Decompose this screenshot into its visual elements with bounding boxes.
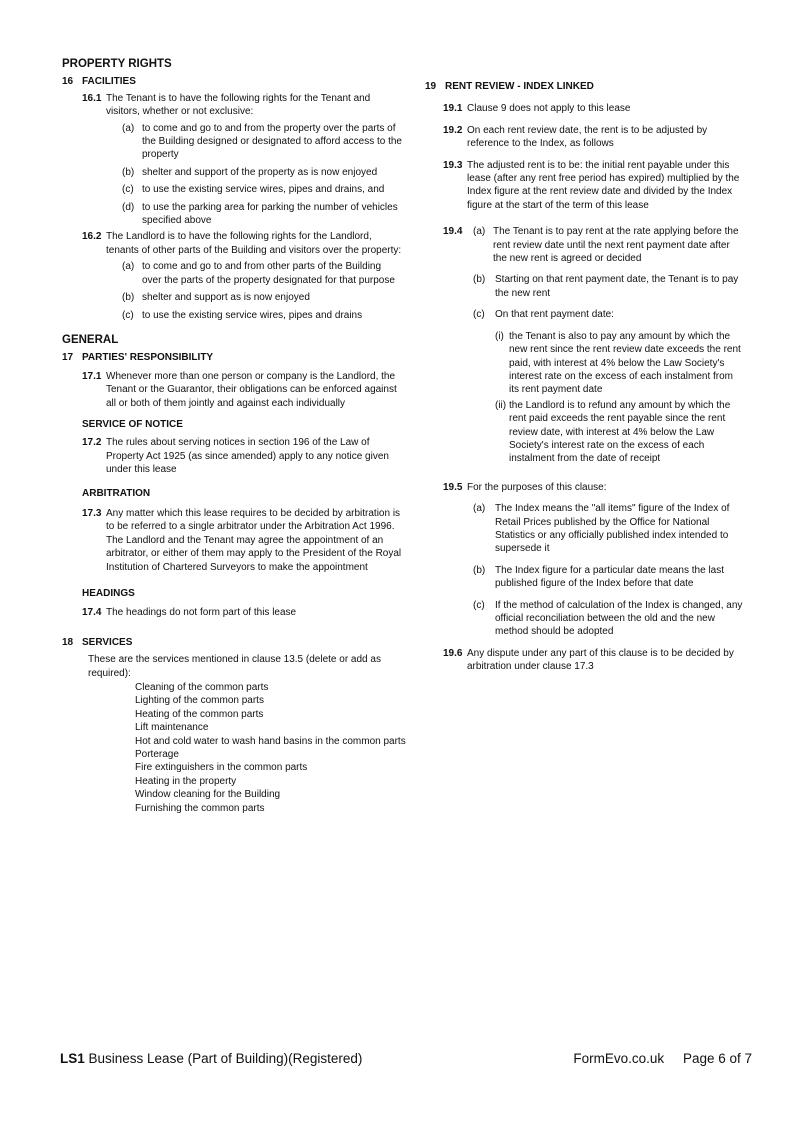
section-number: 19 [425,81,437,92]
form-title: Business Lease (Part of Building)(Registered) [84,1051,363,1066]
list-item [425,502,745,556]
section-17-heading [62,351,402,364]
heading-property-rights: PROPERTY RIGHTS [62,58,172,70]
item-label: (b) [473,564,486,576]
section-title: SERVICES [82,636,133,648]
page-number: Page 6 of 7 [682,1051,752,1066]
page-footer [60,1052,752,1072]
section-number: 17 [62,352,74,364]
list-item [62,122,402,162]
item-text: The Index means the "all items" figure of the Index of Retail Prices published by the Office for National Statistics or any officially published index intended to supersede it [495,503,730,555]
clause-number: 17.3 [82,507,102,519]
list-item [425,599,745,639]
clause-19-5 [425,481,745,494]
left-column [62,58,406,815]
list-item [62,183,402,196]
item-text: to use the existing service wires, pipes and drains [142,309,363,321]
item-text: shelter and support of the property as is now enjoyed [142,166,378,178]
list-item [62,260,402,287]
subheading-arbitration: ARBITRATION [82,487,151,499]
services-intro: These are the services mentioned in clause 13.5 (delete or add as required): [88,654,381,679]
item-label: (b) [473,274,486,286]
clause-text: Any dispute under any part of this clause is to be decided by arbitration under clause 17.3 [467,647,734,673]
item-text: Starting on that rent payment date, the Tenant is to pay the new rent [495,274,739,299]
clause-17-4 [62,606,402,619]
list-item [62,291,402,304]
list-item [425,308,745,321]
section-title: FACILITIES [82,76,136,88]
form-code: LS1 [60,1051,85,1066]
clause-number: 19.4 [443,226,463,238]
clause-text: Whenever more than one person or company is the Landlord, the Tenant or the Guarantor, their obligations can be enforced against all or both of them jointly and against each individually [106,370,397,409]
list-item [62,201,402,228]
item-label: (a) [122,261,135,273]
item-label: (a) [473,503,486,515]
list-item: Furnishing the common parts [135,802,265,814]
item-text: The Index figure for a particular date means the last published figure of the Index before that date [495,564,725,590]
list-item [425,564,745,591]
clause-text: Any matter which this lease requires to be decided by arbitration is to be referred to a single arbitrator under the Arbitration Act 1996. The Landlord and the Tenant may agree the appointment of an arbitrator, or either of them may apply to the President of the Royal Institution of Chartered Surveyors to make the appointment [106,507,402,573]
list-item: Heating in the property [135,775,237,787]
clause-17-2 [62,436,402,476]
list-item: Hot and cold water to wash hand basins in the common parts [135,735,406,747]
item-label: (b) [122,166,135,178]
item-text: to come and go to and from other parts of the Building over the parts of the property designated for that purpose [142,261,395,286]
list-item [425,399,745,466]
clause-17-3 [62,507,402,574]
item-text: The Tenant is to pay rent at the rate applying before the rent review date until the next rent payment date after the new rent is agreed or decided [493,226,739,265]
clause-19-6 [425,647,745,674]
section-title: PARTIES' RESPONSIBILITY [82,352,214,364]
list-item: Fire extinguishers in the common parts [135,762,308,774]
clause-17-1 [62,370,402,410]
item-text: If the method of calculation of the Index is changed, any official reconciliation between the old and the new method should be adopted [495,599,743,638]
subheading-headings: HEADINGS [82,588,135,599]
list-item: Lift maintenance [135,722,209,734]
item-label: (a) [122,122,135,134]
list-item [62,166,402,179]
item-label: (c) [473,309,485,321]
clause-text: On each rent review date, the rent is to be adjusted by reference to the Index, as follows [467,124,708,150]
clause-number: 19.5 [443,481,463,493]
item-label: (ii) [495,399,507,411]
clause-text: The Landlord is to have the following rights for the Landlord, tenants of other parts of the Building and visitors over the property: [106,231,402,256]
list-item: Window cleaning for the Building [135,789,281,801]
clause-number: 19.6 [443,647,463,659]
services-list [62,681,406,815]
list-item [62,309,402,322]
clause-text: The headings do not form part of this lease [106,607,297,619]
item-text: On that rent payment date: [495,309,614,321]
list-item [425,330,745,397]
item-label: (c) [122,184,134,196]
item-label: (c) [473,599,485,611]
item-label: (c) [122,309,134,321]
clause-number: 17.1 [82,370,102,382]
clause-number: 17.2 [82,437,102,449]
section-18-heading [62,636,402,649]
clause-number: 19.2 [443,124,463,136]
section-16-heading [62,75,402,88]
clause-text: For the purposes of this clause: [467,481,607,493]
clause-19-1 [425,102,745,115]
section-19-heading [425,80,745,93]
clause-16-2 [62,230,402,257]
clause-19-4 [425,225,745,265]
clause-number: 17.4 [82,607,102,619]
item-text: shelter and support as is now enjoyed [142,292,310,304]
subheading-service-of-notice: SERVICE OF NOTICE [82,418,183,430]
clause-text: The adjusted rent is to be: the initial rent payable under this lease (after any rent free period has expired) multiplied by the Index figure at the rent review date and divided by the Index figure at the start of the term of this lease [467,159,740,211]
clause-number: 19.1 [443,103,463,115]
item-label: (d) [122,201,135,213]
site-name: FormEvo.co.uk [573,1051,665,1066]
item-text: the Landlord is to refund any amount by which the rent paid exceeds the rent payable since the rent review date, with interest at 4% below the Law Society's interest rate on the excess of each instalment from the date of receipt [509,399,731,465]
clause-number: 16.2 [82,231,102,243]
clause-number: 19.3 [443,159,463,171]
clause-text: The Tenant is to have the following rights for the Tenant and visitors, whether or not exclusive: [106,92,371,118]
list-item: Cleaning of the common parts [135,682,269,694]
item-label: (a) [473,226,486,238]
clause-number: 16.1 [82,92,102,104]
clause-19-2 [425,124,745,151]
clause-text: The rules about serving notices in section 196 of the Law of Property Act 1925 (as since amended) apply to any notice given under this lease [106,437,389,476]
list-item [425,273,745,300]
item-text: to come and go to and from the property over the parts of the Building designed or designated to afford access to the property [142,122,402,161]
right-column [425,80,745,674]
section-title: RENT REVIEW - INDEX LINKED [445,81,594,92]
item-text: to use the existing service wires, pipes and drains, and [142,184,385,196]
clause-text: Clause 9 does not apply to this lease [467,103,631,115]
clause-16-1 [62,92,402,119]
item-text: to use the parking area for parking the number of vehicles specified above [142,201,398,227]
section-number: 16 [62,76,74,88]
item-label: (b) [122,292,135,304]
list-item: Porterage [135,749,179,761]
item-label: (i) [495,330,504,342]
list-item: Heating of the common parts [135,708,264,720]
clause-19-3 [425,159,745,213]
section-number: 18 [62,636,74,648]
footer-right [573,1052,752,1065]
list-item: Lighting of the common parts [135,695,264,707]
item-text: the Tenant is also to pay any amount by which the new rent since the rent review date exceeds the rent paid, with interest at 4% below the Law Society's interest rate on the excess of each instalment from its rent payment date [509,330,741,396]
heading-general: GENERAL [62,333,119,346]
